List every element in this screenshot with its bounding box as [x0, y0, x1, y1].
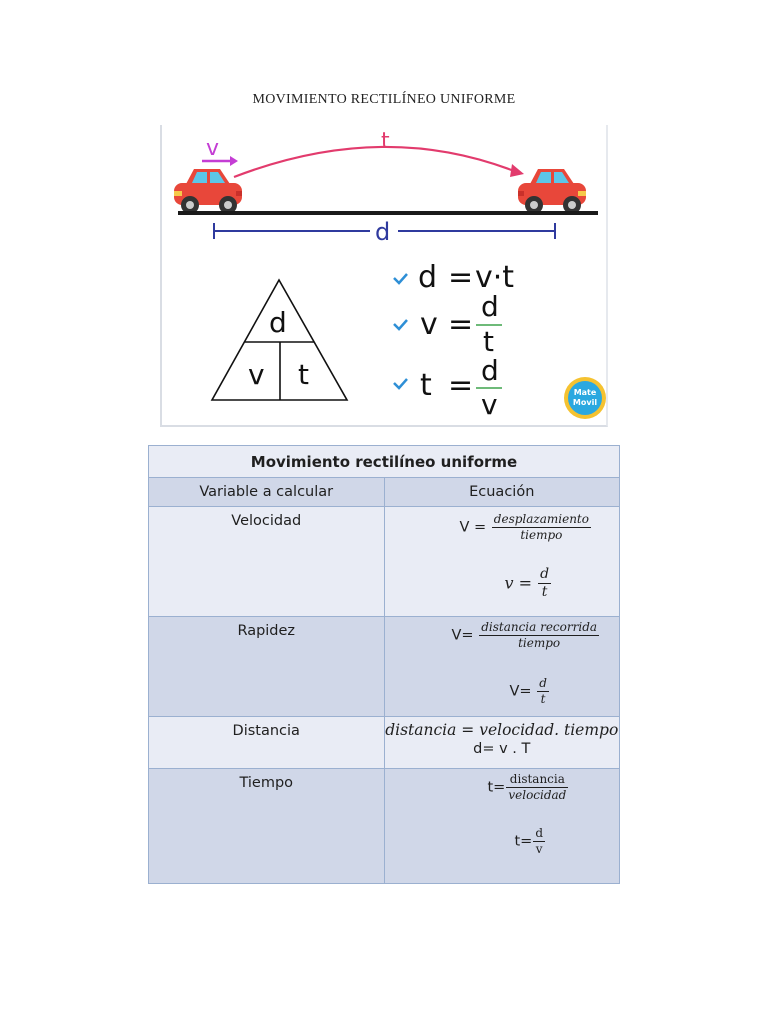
dvt-triangle [212, 280, 347, 400]
time-arrowhead [510, 164, 524, 177]
equation-line: V= $\frac{\text{distancia recorrida}}{\text{tiempo}}$ [451, 620, 598, 651]
variable-rapidez: Rapidez [149, 617, 385, 717]
table-title: Movimiento rectilíneo uniforme [149, 446, 620, 478]
variable-velocidad: Velocidad [149, 507, 385, 617]
svg-text:Mate: Mate [573, 388, 597, 397]
formula3-den: v [481, 388, 498, 421]
formula3-eq: = [448, 368, 474, 403]
formula1-lhs: d [418, 260, 438, 295]
equation-tiempo [384, 769, 620, 884]
equation-line: t= $\frac{\text{distancia}}{\text{velocidad}}$ [487, 772, 567, 803]
formula2-eq: = [448, 307, 474, 342]
formula2-den: t [483, 325, 494, 358]
equation-line: V= $\frac{d}{t}$ [509, 676, 547, 707]
table-row [149, 507, 620, 617]
car-end-icon [518, 169, 586, 214]
equation-rapidez [384, 617, 620, 717]
velocity-arrowhead [230, 156, 238, 166]
triangle-top-d: d [269, 306, 287, 339]
formula3-num: d [481, 354, 499, 387]
triangle-left-v: v [248, 358, 265, 391]
matemovil-logo [564, 377, 606, 419]
formula3-lhs: t [420, 368, 432, 403]
table-row [149, 617, 620, 717]
velocity-label: v [206, 136, 220, 161]
variable-distancia: Distancia [149, 717, 385, 769]
car-start-icon [174, 169, 242, 214]
equation-line: v = $\frac{d}{t}$ [504, 566, 550, 601]
formula1-eq: = [448, 260, 474, 295]
time-label: t [381, 129, 390, 154]
check-icon [394, 379, 407, 388]
mru-formula-table [148, 445, 620, 884]
equation-line: V = $\frac{\text{desplazamiento}}{\text{tiempo}}$ [459, 512, 589, 543]
formula1-rhs: v·t [475, 260, 515, 295]
variable-tiempo: Tiempo [149, 769, 385, 884]
check-icon [394, 320, 407, 329]
equation-line: t= $\frac{d}{v}$ [514, 826, 544, 857]
mru-illustration [160, 125, 608, 427]
table-row [149, 717, 620, 769]
check-icon [394, 274, 407, 283]
column-header-variable: Variable a calcular [149, 478, 385, 507]
triangle-right-t: t [298, 358, 309, 391]
svg-text:Movil: Movil [572, 398, 598, 407]
distance-label: d [375, 218, 391, 246]
table-row [149, 769, 620, 884]
equation-distancia: distancia = velocidad. tiempo d= v . T [384, 717, 620, 769]
formula2-lhs: v [420, 307, 438, 342]
formula2-num: d [481, 290, 499, 323]
equation-velocidad [384, 507, 620, 617]
column-header-equation: Ecuación [384, 478, 620, 507]
page-title: MOVIMIENTO RECTILÍNEO UNIFORME [252, 92, 516, 107]
time-arc [234, 147, 514, 177]
